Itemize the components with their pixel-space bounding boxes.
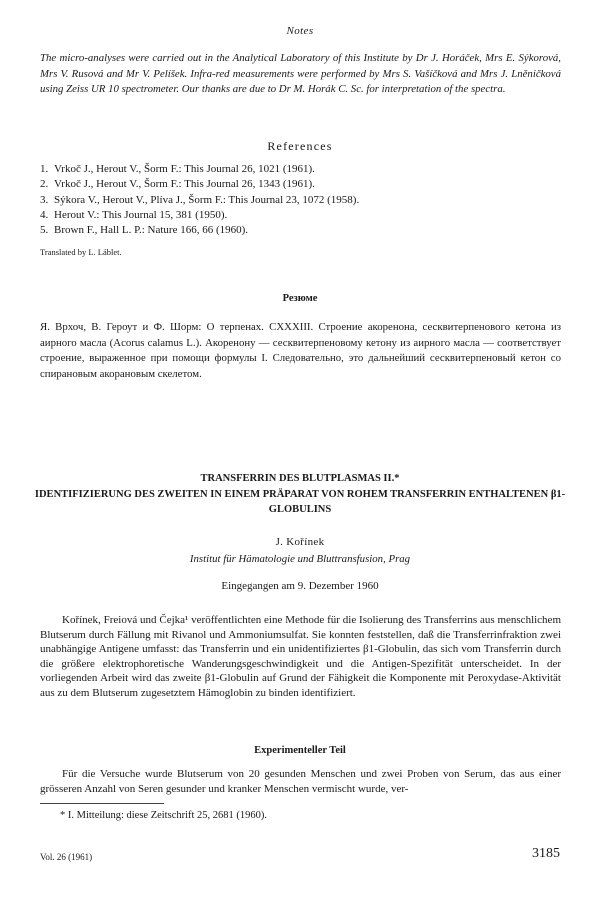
- intro-paragraph: Kořínek, Freiová und Čejka¹ veröffentlichten eine Methode für die Isolierung des Transferrins aus menschlichem Blutserum durch Fällung mit Rivanol und Ammoniumsulfat. Sie konnten feststellen, daß die Transferrinfraktion zwei unabhängige Antigene umfasst: das Transferrin und ein unidentifiziertes β1-Globulin, das sich vom Transferrin durch die größere elektrophoretische Wanderungsgeschwindigkeit und die Antigen-Spezifität unterscheidet. In der vorliegenden Arbeit wird das zweite β1-Globulin auf Grund der Fähigkeit die Komponente mit Peroxydase-Aktivität aus zu dem Blutserum zugesetztem Hämoglobin zu binden identifiziert.: [40, 614, 561, 699]
- article-author: J. Kořínek: [275, 536, 325, 548]
- running-header: Notes: [286, 25, 314, 37]
- article-title-line-2: IDENTIFIZIERUNG DES ZWEITEN IN EINEM PRÄPARAT VON ROHEM TRANSFERRIN ENTHALTENEN β1-GLOBULINS: [34, 488, 566, 515]
- references-heading: References: [267, 139, 333, 153]
- section-heading: Experimenteller Teil: [254, 745, 346, 756]
- reference-item: 2. Vrkoč J., Herout V., Šorm F.: This Journal 26, 1343 (1961).: [40, 178, 315, 191]
- reference-item: 3. Sýkora V., Herout V., Plíva J., Šorm F.: This Journal 23, 1072 (1958).: [40, 193, 360, 206]
- received-date: Eingegangen am 9. Dezember 1960: [221, 580, 379, 592]
- experimental-paragraph: Für die Versuche wurde Blutserum von 20 gesunden Menschen und zwei Proben von Serum, das aus einer grösseren Anzahl von Seren gesunder und kranker Menschen vermischt wurde, ver-: [40, 768, 561, 795]
- reference-item: 5. Brown F., Hall L. P.: Nature 166, 66 (1960).: [40, 224, 249, 237]
- article-institute: Institut für Hämatologie und Bluttransfusion, Prag: [189, 553, 411, 565]
- footnote: * I. Mitteilung: diese Zeitschrift 25, 2681 (1960).: [60, 810, 268, 821]
- reference-item: 1. Vrkoč J., Herout V., Šorm F.: This Journal 26, 1021 (1961).: [40, 163, 315, 175]
- resume-heading: Резюме: [282, 293, 318, 304]
- footnote-divider: [40, 803, 164, 804]
- translator-credit: Translated by L. Láblet.: [40, 247, 122, 257]
- article-title-line-1: TRANSFERRIN DES BLUTPLASMAS II.*: [200, 473, 400, 484]
- article-title: [30, 471, 570, 518]
- reference-item: 4. Herout V.: This Journal 15, 381 (1950).: [40, 208, 228, 221]
- resume-paragraph: Я. Врхоч, В. Героут и Ф. Шорм: О терпенах. CXXXIII. Строение акоренона, сесквитерпенового кетона из аирного масла (Acorus calamus L.). Акоренону — сесквитерпеновому кетону из аирного масла — соответствует строение, выраженное при помощи формулы I. Следовательно, это дальнейший сесквитерпеновый кетон со спирановым акорановым скелетом.: [40, 321, 561, 380]
- page-number: 3185: [532, 846, 560, 861]
- volume-info: Vol. 26 (1961): [40, 852, 93, 862]
- reference-list: [40, 162, 561, 238]
- acknowledgement-paragraph: The micro-analyses were carried out in the Analytical Laboratory of this Institute by Dr J. Horáček, Mrs E. Sýkorová, Mrs V. Rusová and Mr V. Pelíšek. Infra-red measurements were performed by Mrs S. Vašíčková and Mrs J. Lněničková using Zeiss UR 10 spectrometer. Our thanks are due to Dr M. Horák C. Sc. for interpretation of the spectra.: [40, 52, 561, 95]
